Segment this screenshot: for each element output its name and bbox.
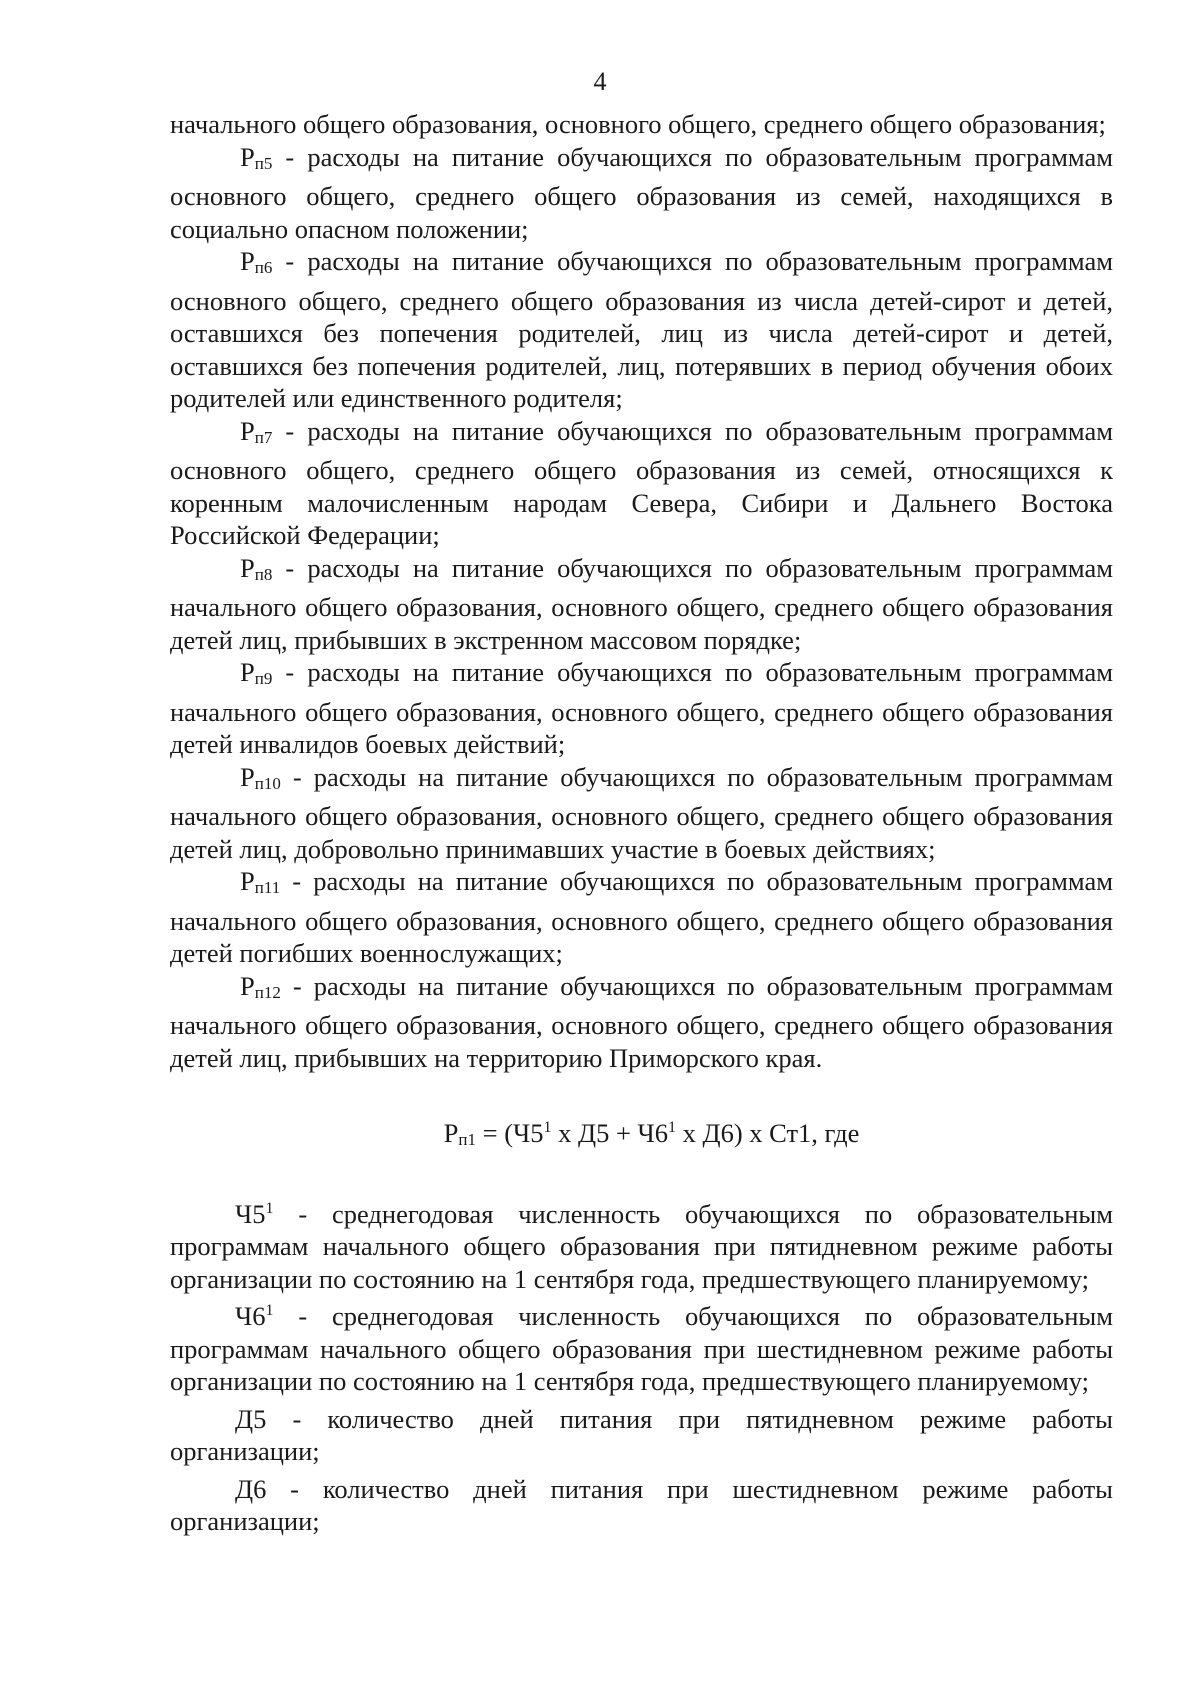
formula-part: х Д6) х Ст1, где [676,1118,860,1148]
glossary-text: - количество дней питания при пятидневном режиме работы организации; [170,1403,1113,1466]
definition-paragraph [170,656,1113,761]
definition-text: - расходы на питание обучающихся по образовательным программам основного общего, среднего общего образования из семей, находящихся в социально опасном положении; [170,141,1113,244]
formula-lhs-symbol: Р [443,1118,459,1148]
definition-text: - расходы на питание обучающихся по образовательным программам начального общего образования, основного общего, среднего общего образования детей лиц, прибывших в экстренном массовом порядке; [170,552,1113,655]
glossary-symbol: Ч6 [235,1301,266,1331]
definition-symbol: Р [240,415,255,446]
definition-paragraph [170,415,1113,552]
formula-part: = (Ч5 [476,1118,544,1148]
definition-text: - расходы на питание обучающихся по образовательным программам основного общего, среднего общего образования из числа детей-сирот и детей, оставшихся без попечения родителей, лиц из числа детей-сирот и детей, оставшихся без попечения родителей, лиц, потерявших в период обучения обоих родителей или единственного родителя; [170,246,1113,413]
definition-subscript: п8 [254,564,273,584]
definition-symbol: Р [240,552,255,583]
definition-symbol: Р [240,866,255,896]
definition-subscript: п9 [254,669,273,688]
glossary-text: - количество дней питания при шестидневном режиме работы организации; [170,1473,1113,1536]
formula-part: х Д5 + Ч6 [551,1118,668,1148]
definition-symbol: Р [240,761,255,792]
definition-subscript: п5 [254,153,273,173]
glossary-list [170,1193,1113,1538]
definition-paragraph [170,865,1113,970]
definition-subscript: п11 [254,878,281,897]
definition-paragraph [170,761,1113,866]
definition-symbol: Р [240,657,255,687]
formula [170,1112,1113,1157]
definition-paragraph [170,552,1113,657]
page-number: 4 [593,67,607,96]
glossary-superscript: 1 [265,1302,274,1319]
glossary-paragraph [170,1295,1113,1398]
formula-superscript: 1 [543,1119,552,1136]
definition-text: - расходы на питание обучающихся по образовательным программам основного общего, среднего общего образования из семей, относящихся к коренным малочисленным народам Севера, Сибири и Дальнего Востока Российской Федерации; [170,415,1113,550]
definition-subscript: п6 [254,258,273,277]
formula-lhs-subscript: п1 [458,1130,476,1149]
glossary-symbol: Д6 [235,1473,267,1504]
definition-subscript: п7 [254,427,273,447]
glossary-paragraph [170,1193,1113,1296]
glossary-symbol: Ч5 [235,1198,266,1229]
definition-subscript: п12 [254,982,281,1002]
definition-text: - расходы на питание обучающихся по образовательным программам начального общего образования, основного общего, среднего общего образования детей инвалидов боевых действий; [170,657,1113,759]
glossary-text: - среднегодовая численность обучающихся по образовательным программам начального общего образования при шестидневном режиме работы организации по состоянию на 1 сентября года, предшествующего планируемому; [170,1301,1113,1396]
definition-text: - расходы на питание обучающихся по образовательным программам начального общего образования, основного общего, среднего общего образования детей лиц, добровольно принимавших участие в боевых действиях; [170,761,1113,864]
formula-superscript: 1 [668,1119,676,1136]
document-body [170,108,1113,1538]
definition-paragraph [170,245,1113,415]
intro-paragraph: начального общего образования, основного общего, среднего общего образования; [170,109,1106,139]
definition-paragraph [170,141,1113,246]
definition-symbol: Р [240,141,255,172]
glossary-symbol: Д5 [235,1403,267,1434]
definition-subscript: п10 [254,773,281,793]
definition-text: - расходы на питание обучающихся по образовательным программам начального общего образования, основного общего, среднего общего образования детей лиц, прибывших на территорию Приморского края. [170,970,1113,1073]
glossary-paragraph [170,1398,1113,1468]
glossary-paragraph [170,1468,1113,1538]
definition-symbol: Р [240,970,255,1001]
glossary-text: - среднегодовая численность обучающихся по образовательным программам начального общего образования при пятидневном режиме работы организации по состоянию на 1 сентября года, предшествующего планируемому; [170,1198,1113,1294]
definition-symbol: Р [240,246,255,276]
definition-text: - расходы на питание обучающихся по образовательным программам начального общего образования, основного общего, среднего общего образования детей погибших военнослужащих; [170,866,1113,968]
definition-paragraph [170,970,1113,1075]
definitions-list [170,141,1113,1075]
glossary-superscript: 1 [265,1199,274,1217]
